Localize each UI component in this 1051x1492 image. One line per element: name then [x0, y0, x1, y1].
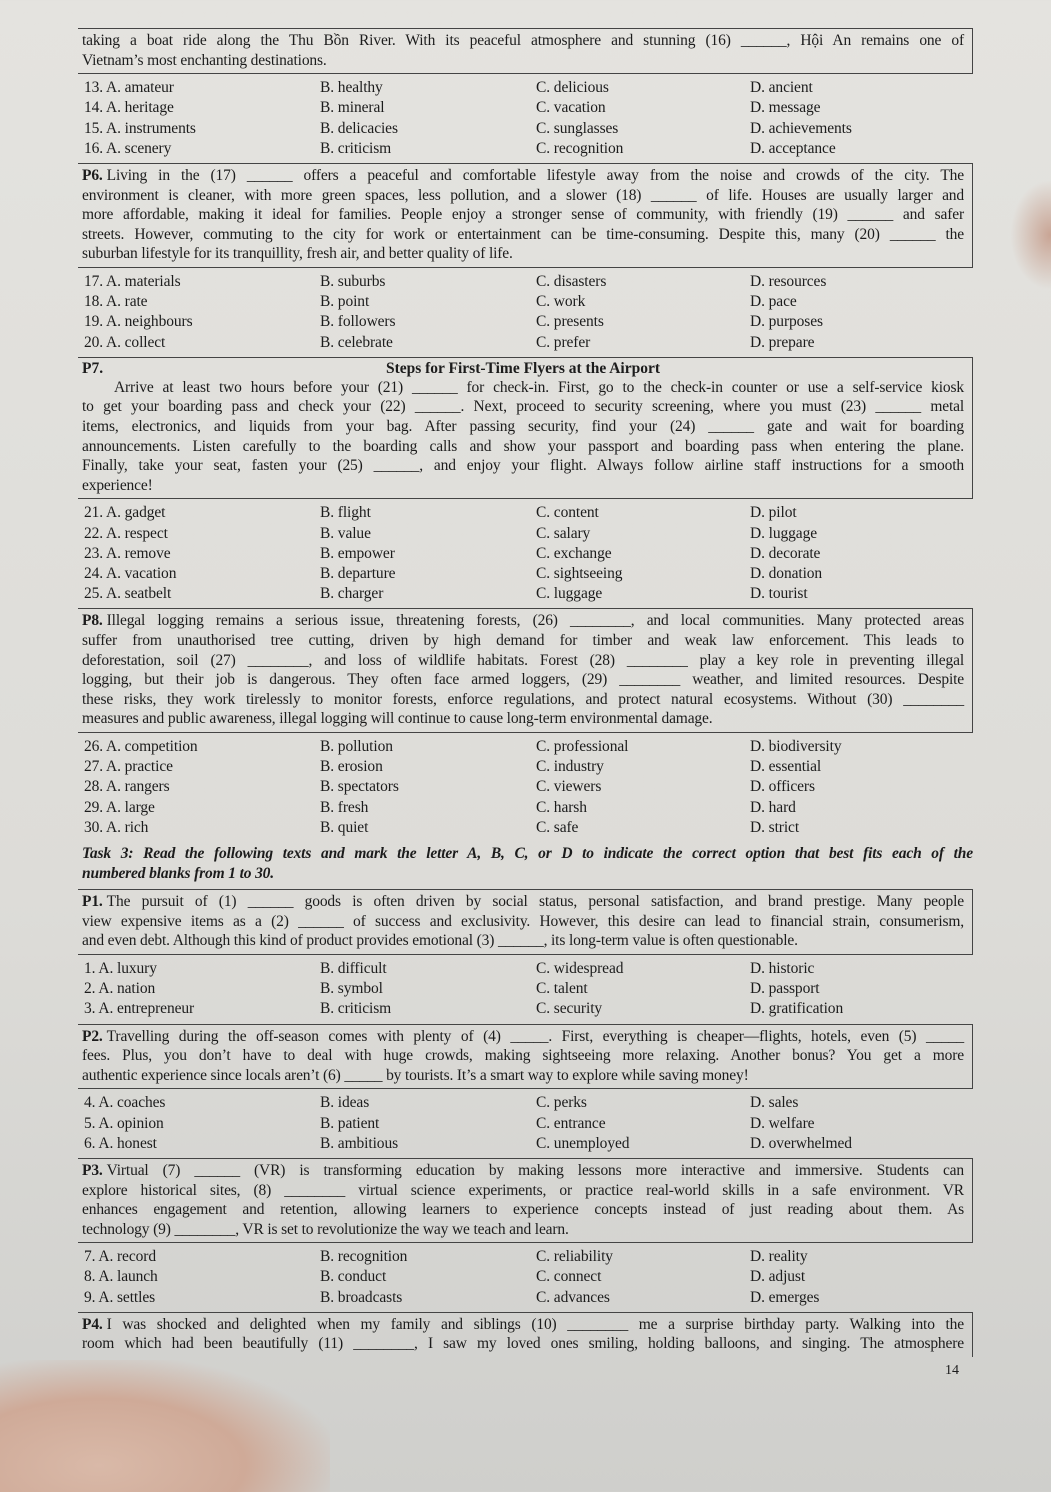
option-b: B. point — [320, 293, 370, 311]
option-d: D. reality — [750, 1248, 808, 1266]
option-d: D. emerges — [750, 1288, 820, 1306]
option-a: 8. A. launch — [84, 1268, 158, 1286]
passage-text: suburban lifestyle for its tranquillity, fresh air, and better quality of life. — [82, 245, 513, 263]
option-c: C. presents — [536, 313, 604, 331]
option-c: C. recognition — [536, 139, 624, 157]
passage-title: Steps for First-Time Flyers at the Airport — [385, 359, 661, 377]
option-c: C. exchange — [536, 544, 612, 562]
question-options-row — [84, 292, 973, 312]
option-b: B. criticism — [320, 1000, 392, 1018]
question-options-row — [84, 78, 973, 98]
option-b: B. symbol — [320, 980, 383, 998]
option-d: D. essential — [750, 758, 822, 776]
option-d: D. donation — [750, 564, 823, 582]
question-options-row — [84, 1114, 973, 1134]
passage-label: P4. — [82, 1315, 103, 1333]
passage-line — [82, 912, 964, 932]
option-c: C. work — [536, 293, 586, 311]
option-d: D. resources — [750, 272, 827, 290]
option-d: D. adjust — [750, 1268, 806, 1286]
passage-line — [82, 1161, 964, 1181]
passage-text: logging, but their job is dangerous. They often face armed loggers, (29) ________ weather, and limited resources. Despite — [82, 671, 964, 689]
question-options-row — [84, 737, 973, 757]
question-options-row — [84, 312, 973, 332]
question-options-row — [84, 564, 973, 584]
question-options-row — [84, 999, 973, 1019]
option-a: 29. A. large — [84, 798, 155, 816]
option-b: B. value — [320, 524, 371, 542]
passage-line — [82, 1334, 964, 1354]
option-b: B. ambitious — [320, 1134, 399, 1152]
option-c: C. salary — [536, 524, 591, 542]
option-d: D. tourist — [750, 585, 808, 603]
passage-line — [82, 690, 964, 710]
option-d: D. officers — [750, 778, 815, 796]
option-a: 6. A. honest — [84, 1134, 157, 1152]
passage-text: and even debt. Although this kind of product provides emotional (3) ______, its long-term value is often questionable. — [82, 932, 798, 950]
passage-text: Finally, take your seat, fasten your (25) ______, and enjoy your flight. Always follow airline staff instructions for a smooth — [82, 457, 964, 475]
answer-options — [78, 735, 973, 842]
passage-text: suffer from unauthorised tree cutting, driven by high demand for timber and weak law enforcement. This leads to — [82, 631, 964, 649]
passage-text: Virtual (7) ______ (VR) is transforming education by making lessons more interactive and immersive. Students can — [106, 1161, 964, 1179]
option-d: D. historic — [750, 959, 815, 977]
option-a: 22. A. respect — [84, 524, 168, 542]
passage-label: P3. — [82, 1161, 103, 1179]
answer-options — [78, 1245, 973, 1312]
passage-line — [82, 31, 964, 51]
option-a: 24. A. vacation — [84, 564, 177, 582]
passage-text: deforestation, soil (27) ________, and loss of wildlife habitats. Forest (28) ________ play a key role in preventing illegal — [82, 651, 964, 669]
option-c: C. reliability — [536, 1248, 613, 1266]
option-a: 16. A. scenery — [84, 139, 172, 157]
passage-text: more affordable, making it ideal for families. People enjoy a stronger sense of community, with friendly (19) ______ and safer — [82, 206, 964, 224]
option-b: B. recognition — [320, 1248, 408, 1266]
question-options-row — [84, 1134, 973, 1154]
passage-text: Living in the (17) ______ offers a peaceful and comfortable lifestyle away from the noise and crowds of the city. The — [106, 167, 964, 184]
option-b: B. spectators — [320, 778, 399, 796]
passage-line — [82, 611, 964, 631]
option-b: B. pollution — [320, 737, 393, 755]
passage-line — [82, 205, 964, 225]
passage-label: P8. — [82, 612, 103, 630]
passage-line — [82, 244, 964, 264]
option-a: 4. A. coaches — [84, 1094, 166, 1112]
option-a: 2. A. nation — [84, 980, 156, 998]
question-options-row — [84, 757, 973, 777]
passage-text: environment is cleaner, with more green spaces, less pollution, and a slower (18) ______ of life. Houses are usually larger and — [82, 186, 964, 204]
option-d: D. ancient — [750, 79, 813, 97]
option-b: B. patient — [320, 1114, 380, 1132]
page-number: 14 — [945, 1363, 959, 1379]
passage-text: announcements. Listen carefully to the boarding calls and show your passport and boarding pass when entering the plane. — [82, 437, 964, 455]
passage-label: P6. — [82, 167, 103, 184]
option-b: B. fresh — [320, 798, 369, 816]
passage-line — [82, 186, 964, 206]
passage-text: taking a boat ride along the Thu Bồn River. With its peaceful atmosphere and stunning (16) ______, Hội An remains one of — [82, 32, 964, 49]
option-a: 23. A. remove — [84, 544, 171, 562]
passage-text: Vietnam’s most enchanting destinations. — [82, 51, 327, 69]
question-options-row — [84, 979, 973, 999]
question-options-row — [84, 1247, 973, 1267]
passage-text: fees. Plus, you don’t have to deal with huge crowds, making sightseeing more relaxing. Another bonus? You get a more — [82, 1047, 964, 1065]
passage-title-row — [82, 360, 964, 378]
passage-label: P7. — [82, 359, 104, 377]
passage-text: items, electronics, and liquids from your bag. After passing security, find your (24) ______ gate and wait for boarding — [82, 417, 964, 435]
thumb-photo-region — [1010, 180, 1051, 290]
passage-line — [82, 378, 964, 398]
option-c: C. harsh — [536, 798, 587, 816]
passage-line — [82, 931, 964, 951]
option-d: D. message — [750, 99, 821, 117]
question-options-row — [84, 544, 973, 564]
question-options-row — [84, 503, 973, 523]
option-a: 13. A. amateur — [84, 79, 174, 97]
option-d: D. achievements — [750, 119, 852, 137]
option-c: C. delicious — [536, 79, 609, 97]
option-c: C. vacation — [536, 99, 606, 117]
option-a: 27. A. practice — [84, 758, 173, 776]
option-c: C. safe — [536, 818, 579, 836]
option-b: B. suburbs — [320, 272, 386, 290]
task-line: numbered blanks from 1 to 30. — [82, 864, 275, 882]
option-a: 17. A. materials — [84, 272, 181, 290]
passage-line — [82, 1046, 964, 1066]
passage-line — [82, 1181, 964, 1201]
worksheet-page — [78, 28, 973, 1379]
passage-line — [82, 397, 964, 417]
option-c: C. professional — [536, 737, 629, 755]
option-c: C. sightseeing — [536, 564, 623, 582]
answer-options — [78, 501, 973, 608]
passage-label: P2. — [82, 1027, 103, 1045]
option-a: 19. A. neighbours — [84, 313, 193, 331]
option-d: D. luggage — [750, 524, 818, 542]
passage-text: I was shocked and delighted when my family and siblings (10) ________ me a surprise birthday party. Walking into the — [106, 1315, 964, 1333]
option-c: C. talent — [536, 980, 588, 998]
passage-text: The pursuit of (1) ______ goods is often driven by social status, personal satisfaction, and brand prestige. Many people — [106, 893, 964, 911]
option-a: 25. A. seatbelt — [84, 585, 172, 603]
passage-block — [78, 1158, 973, 1243]
option-a: 1. A. luxury — [84, 959, 157, 977]
passage-block — [78, 889, 973, 955]
option-c: C. unemployed — [536, 1134, 630, 1152]
answer-options — [78, 270, 973, 357]
option-d: D. purposes — [750, 313, 823, 331]
task-instructions — [78, 842, 973, 889]
option-a: 28. A. rangers — [84, 778, 170, 796]
option-b: B. flight — [320, 504, 371, 522]
option-d: D. prepare — [750, 333, 815, 351]
passage-line — [82, 437, 964, 457]
passage-block — [78, 163, 973, 268]
option-d: D. acceptance — [750, 139, 836, 157]
option-d: D. overwhelmed — [750, 1134, 852, 1152]
passage-line — [82, 225, 964, 245]
option-b: B. broadcasts — [320, 1288, 403, 1306]
option-b: B. conduct — [320, 1268, 387, 1286]
passage-line — [82, 651, 964, 671]
passage-text: view expensive items as a (2) ______ of success and exclusivity. However, this desire can lead to financial strain, consumerism, — [82, 912, 964, 930]
option-c: C. security — [536, 1000, 603, 1018]
passage-line — [82, 476, 964, 496]
passage-text: authentic experience since locals aren’t (6) _____ by tourists. It’s a smart way to explore while saving money! — [82, 1066, 749, 1084]
option-a: 15. A. instruments — [84, 119, 196, 137]
passage-text: streets. However, commuting to the city for work or entertainment can be time-consuming. Despite this, many (20) ______ the — [82, 225, 964, 243]
option-c: C. luggage — [536, 585, 603, 603]
question-options-row — [84, 524, 973, 544]
passage-text: explore historical sites, (8) ________ virtual science experiments, or practice real-world skills in a safe environment. VR — [82, 1181, 964, 1199]
option-a: 18. A. rate — [84, 293, 148, 311]
option-a: 9. A. settles — [84, 1288, 156, 1306]
question-options-row — [84, 1267, 973, 1287]
passage-line — [82, 631, 964, 651]
passage-text: experience! — [82, 476, 153, 494]
option-c: C. prefer — [536, 333, 591, 351]
answer-options — [78, 1091, 973, 1158]
option-c: C. sunglasses — [536, 119, 619, 137]
option-d: D. welfare — [750, 1114, 815, 1132]
option-d: D. gratification — [750, 1000, 844, 1018]
option-a: 30. A. rich — [84, 818, 149, 836]
option-d: D. biodiversity — [750, 737, 842, 755]
passage-text: enhances engagement and retention, allowing learners to experience concepts instead of just reading about them. As — [82, 1201, 964, 1219]
question-options-row — [84, 119, 973, 139]
passage-label: P1. — [82, 893, 103, 911]
option-b: B. departure — [320, 564, 396, 582]
option-a: 5. A. opinion — [84, 1114, 164, 1132]
question-options-row — [84, 959, 973, 979]
passage-line — [82, 1027, 964, 1047]
passage-block — [78, 1024, 973, 1090]
passage-line — [82, 417, 964, 437]
passage-line — [82, 1066, 964, 1086]
option-c: C. disasters — [536, 272, 607, 290]
passage-text: Arrive at least two hours before your (21) ______ for check-in. First, go to the check-in counter or use a self-service kiosk — [114, 378, 964, 396]
question-options-row — [84, 798, 973, 818]
hand-photo-region — [0, 1360, 330, 1492]
passage-line — [82, 1220, 964, 1240]
option-d: D. sales — [750, 1094, 799, 1112]
passage-line — [82, 456, 964, 476]
option-b: B. followers — [320, 313, 396, 331]
question-options-row — [84, 777, 973, 797]
passage-block — [78, 28, 973, 74]
question-options-row — [84, 333, 973, 353]
passage-text: to get your boarding pass and check your (22) ______. Next, proceed to security screening, where you must (23) ______ metal — [82, 398, 964, 416]
option-c: C. connect — [536, 1268, 602, 1286]
option-c: C. entrance — [536, 1114, 606, 1132]
question-options-row — [84, 584, 973, 604]
option-d: D. pace — [750, 293, 797, 311]
passage-block — [78, 357, 973, 500]
option-b: B. difficult — [320, 959, 387, 977]
option-a: 3. A. entrepreneur — [84, 1000, 195, 1018]
option-b: B. charger — [320, 585, 384, 603]
option-c: C. viewers — [536, 778, 602, 796]
passage-line — [82, 166, 964, 186]
option-b: B. criticism — [320, 139, 392, 157]
answer-options — [78, 957, 973, 1024]
passage-text: Travelling during the off-season comes with plenty of (4) _____. First, everything is cheaper—flights, hotels, even (5) _____ — [106, 1027, 964, 1045]
passage-line — [82, 51, 964, 71]
passage-block — [78, 1312, 973, 1357]
option-a: 7. A. record — [84, 1248, 156, 1266]
question-options-row — [84, 818, 973, 838]
option-b: B. quiet — [320, 818, 369, 836]
passage-line — [82, 709, 964, 729]
option-b: B. erosion — [320, 758, 383, 776]
passage-line — [82, 670, 964, 690]
option-b: B. delicacies — [320, 119, 398, 137]
option-b: B. empower — [320, 544, 395, 562]
passage-text: measures and public awareness, illegal logging will continue to cause long-term environmental damage. — [82, 710, 713, 728]
passage-text: room which had been beautifully (11) ________, I saw my loved ones smiling, holding balloons, and singing. The atmosphere — [82, 1335, 964, 1353]
passage-text: technology (9) ________, VR is set to revolutionize the way we teach and learn. — [82, 1220, 569, 1238]
passage-block — [78, 608, 973, 733]
question-options-row — [84, 98, 973, 118]
option-a: 26. A. competition — [84, 737, 198, 755]
answer-options — [78, 76, 973, 163]
option-c: C. content — [536, 504, 599, 522]
option-d: D. hard — [750, 798, 796, 816]
question-options-row — [84, 1093, 973, 1113]
option-c: C. advances — [536, 1288, 610, 1306]
passage-line — [82, 1315, 964, 1335]
option-b: B. celebrate — [320, 333, 393, 351]
option-d: D. decorate — [750, 544, 821, 562]
option-a: 21. A. gadget — [84, 504, 166, 522]
passage-text: Illegal logging remains a serious issue, threatening forests, (26) ________, and local communities. Many protected areas — [106, 612, 964, 630]
option-b: B. ideas — [320, 1094, 370, 1112]
passage-line — [82, 1200, 964, 1220]
question-options-row — [84, 139, 973, 159]
passage-line — [82, 892, 964, 912]
option-c: C. perks — [536, 1094, 587, 1112]
passage-text: these risks, they work tirelessly to monitor forests, enforce regulations, and protect natural ecosystems. Without (30) ________ — [82, 690, 964, 708]
option-b: B. mineral — [320, 99, 385, 117]
option-c: C. industry — [536, 758, 604, 776]
option-d: D. pilot — [750, 504, 797, 522]
question-options-row — [84, 1288, 973, 1308]
option-a: 20. A. collect — [84, 333, 166, 351]
option-d: D. passport — [750, 980, 820, 998]
option-c: C. widespread — [536, 959, 624, 977]
question-options-row — [84, 272, 973, 292]
option-d: D. strict — [750, 818, 800, 836]
option-b: B. healthy — [320, 79, 383, 97]
option-a: 14. A. heritage — [84, 99, 174, 117]
task-line: Task 3: Read the following texts and mark the letter A, B, C, or D to indicate the correct option that best fits each of the — [82, 844, 973, 862]
